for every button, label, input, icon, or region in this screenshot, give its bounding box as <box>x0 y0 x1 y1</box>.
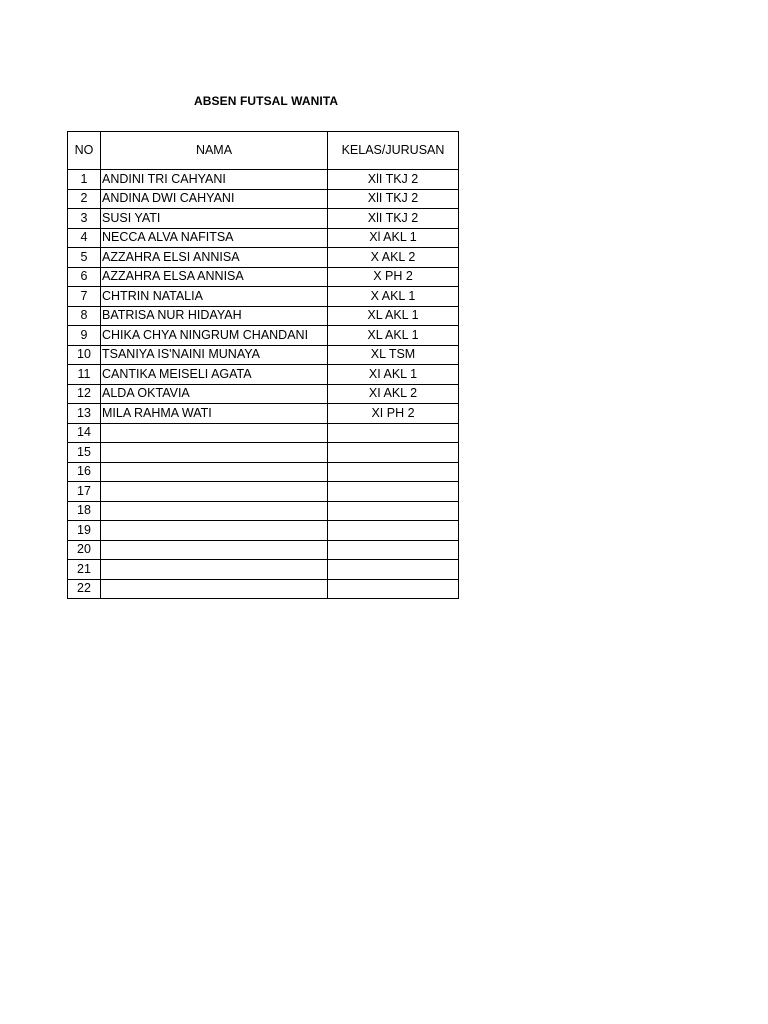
table-row <box>68 384 459 404</box>
table-row <box>68 423 459 443</box>
header-nama: NAMA <box>101 132 328 170</box>
cell-no: 18 <box>68 501 101 521</box>
cell-no: 13 <box>68 404 101 424</box>
cell-kelas-jurusan <box>328 482 459 502</box>
cell-kelas-jurusan: XlI TKJ 2 <box>328 209 459 229</box>
table-row <box>68 345 459 365</box>
cell-nama <box>101 501 328 521</box>
table-row <box>68 462 459 482</box>
cell-no: 1 <box>68 170 101 190</box>
cell-nama: SUSI YATI <box>101 209 328 229</box>
cell-kelas-jurusan: Xl AKL 1 <box>328 228 459 248</box>
table-row <box>68 501 459 521</box>
cell-kelas-jurusan: XL TSM <box>328 345 459 365</box>
cell-nama <box>101 579 328 599</box>
cell-no: 20 <box>68 540 101 560</box>
cell-kelas-jurusan <box>328 521 459 541</box>
table-row <box>68 326 459 346</box>
cell-kelas-jurusan: X AKL 2 <box>328 248 459 268</box>
table-body <box>68 170 459 599</box>
cell-no: 17 <box>68 482 101 502</box>
cell-no: 6 <box>68 267 101 287</box>
cell-nama: ANDINA DWI CAHYANI <box>101 189 328 209</box>
cell-kelas-jurusan: X PH 2 <box>328 267 459 287</box>
cell-nama: TSANIYA IS'NAINI MUNAYA <box>101 345 328 365</box>
cell-nama: AZZAHRA ELSA ANNISA <box>101 267 328 287</box>
cell-kelas-jurusan <box>328 579 459 599</box>
cell-nama <box>101 423 328 443</box>
cell-kelas-jurusan <box>328 462 459 482</box>
cell-no: 5 <box>68 248 101 268</box>
cell-kelas-jurusan: XI PH 2 <box>328 404 459 424</box>
cell-kelas-jurusan: XlI TKJ 2 <box>328 189 459 209</box>
cell-nama: ALDA OKTAVIA <box>101 384 328 404</box>
cell-no: 21 <box>68 560 101 580</box>
cell-no: 11 <box>68 365 101 385</box>
cell-nama <box>101 482 328 502</box>
cell-no: 15 <box>68 443 101 463</box>
table-row <box>68 248 459 268</box>
cell-kelas-jurusan <box>328 501 459 521</box>
table-row <box>68 287 459 307</box>
cell-no: 4 <box>68 228 101 248</box>
cell-no: 19 <box>68 521 101 541</box>
cell-nama: AZZAHRA ELSI ANNISA <box>101 248 328 268</box>
cell-kelas-jurusan: X AKL 1 <box>328 287 459 307</box>
cell-kelas-jurusan <box>328 560 459 580</box>
cell-kelas-jurusan: XI AKL 2 <box>328 384 459 404</box>
cell-no: 12 <box>68 384 101 404</box>
table-row <box>68 560 459 580</box>
cell-nama <box>101 560 328 580</box>
header-no: NO <box>68 132 101 170</box>
cell-nama: BATRISA NUR HIDAYAH <box>101 306 328 326</box>
cell-nama: CANTIKA MEISELI AGATA <box>101 365 328 385</box>
header-kelas-jurusan: KELAS/JURUSAN <box>328 132 459 170</box>
table-row <box>68 521 459 541</box>
attendance-table <box>67 131 459 599</box>
cell-kelas-jurusan: XlI TKJ 2 <box>328 170 459 190</box>
cell-kelas-jurusan <box>328 443 459 463</box>
table-row <box>68 170 459 190</box>
table-row <box>68 404 459 424</box>
page-title: ABSEN FUTSAL WANITA <box>194 94 339 108</box>
cell-no: 9 <box>68 326 101 346</box>
table-row <box>68 209 459 229</box>
cell-no: 10 <box>68 345 101 365</box>
cell-nama: NECCA ALVA NAFITSA <box>101 228 328 248</box>
cell-kelas-jurusan: XI AKL 1 <box>328 365 459 385</box>
cell-nama: ANDINI TRI CAHYANI <box>101 170 328 190</box>
cell-nama: MILA RAHMA WATI <box>101 404 328 424</box>
table-row <box>68 482 459 502</box>
cell-nama: CHTRIN NATALIA <box>101 287 328 307</box>
cell-no: 8 <box>68 306 101 326</box>
table-row <box>68 540 459 560</box>
cell-no: 3 <box>68 209 101 229</box>
cell-kelas-jurusan: XL AKL 1 <box>328 326 459 346</box>
table-row <box>68 579 459 599</box>
cell-nama <box>101 443 328 463</box>
cell-nama <box>101 521 328 541</box>
cell-kelas-jurusan: XL AKL 1 <box>328 306 459 326</box>
table-row <box>68 189 459 209</box>
cell-nama <box>101 462 328 482</box>
cell-no: 22 <box>68 579 101 599</box>
cell-kelas-jurusan <box>328 540 459 560</box>
cell-nama <box>101 540 328 560</box>
cell-kelas-jurusan <box>328 423 459 443</box>
cell-no: 7 <box>68 287 101 307</box>
cell-no: 16 <box>68 462 101 482</box>
table-row <box>68 443 459 463</box>
table-row <box>68 365 459 385</box>
table-row <box>68 306 459 326</box>
cell-no: 2 <box>68 189 101 209</box>
cell-nama: CHIKA CHYA NINGRUM CHANDANI <box>101 326 328 346</box>
table-header-row <box>68 132 459 170</box>
cell-no: 14 <box>68 423 101 443</box>
table-row <box>68 267 459 287</box>
table-row <box>68 228 459 248</box>
